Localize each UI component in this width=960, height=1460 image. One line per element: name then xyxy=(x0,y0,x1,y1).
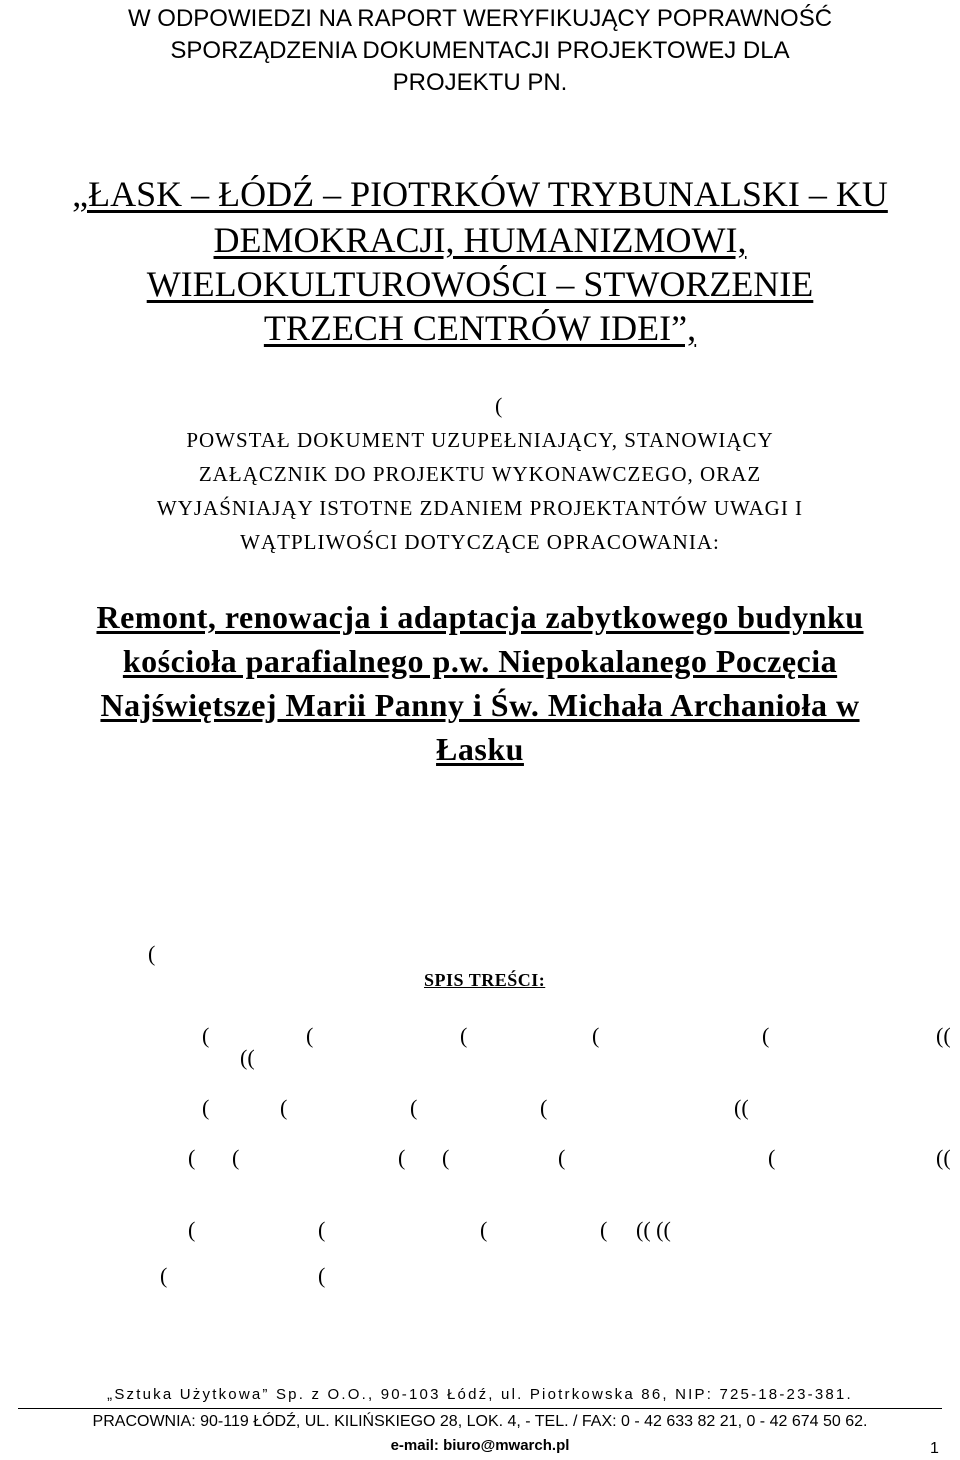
footer-email: e-mail: biuro@mwarch.pl xyxy=(390,1437,570,1454)
toc-fragment: ( xyxy=(188,1145,196,1170)
toc-fragment: ( xyxy=(398,1145,406,1170)
footer-studio: PRACOWNIA: 90-119 ŁÓDŹ, UL. KILIŃSKIEGO 28, LOK. 4, - TEL. / FAX: 0 - 42 633 82 21, 0 - 42 674 50 62. xyxy=(92,1413,868,1430)
footer-divider xyxy=(18,1408,942,1409)
footer-company: „Sztuka Użytkowa” Sp. z O.O., 90-103 Łódź, ul. Piotrkowska 86, NIP: 725-18-23-381. xyxy=(107,1386,853,1403)
toc-fragment: ( xyxy=(306,1023,314,1048)
intro-line-1: POWSTAŁ DOKUMENT UZUPEŁNIAJĄCY, STANOWIĄCY xyxy=(186,428,774,452)
toc-fragment: ( xyxy=(318,1217,326,1242)
toc-fragment: (( (( xyxy=(636,1217,671,1242)
project-title-line-3: WIELOKULTUROWOŚCI – STWORZENIE xyxy=(146,264,814,304)
toc-fragment: ( xyxy=(318,1263,326,1288)
toc-fragment: (( xyxy=(936,1023,951,1048)
toc-fragment: ( xyxy=(280,1095,288,1120)
toc-fragment: ( xyxy=(592,1023,600,1048)
intro-line-4: WĄTPLIWOŚCI DOTYCZĄCE OPRACOWANIA: xyxy=(240,530,720,554)
toc-marker: ( xyxy=(148,941,156,966)
project-title-line-2: DEMOKRACJI, HUMANIZMOWI, xyxy=(213,220,747,260)
header-line-1: W ODPOWIEDZI NA RAPORT WERYFIKUJĄCY POPRAWNOŚĆ xyxy=(127,5,833,32)
subject-line-3: Najświętszej Marii Panny i Św. Michała Archanioła w xyxy=(100,687,860,723)
toc-fragment: ( xyxy=(202,1023,210,1048)
toc-fragment: (( xyxy=(734,1095,749,1120)
toc-fragment: ( xyxy=(540,1095,548,1120)
project-title-line-1: „ŁASK – ŁÓDŹ – PIOTRKÓW TRYBUNALSKI – KU xyxy=(72,174,888,214)
toc-fragment: ( xyxy=(202,1095,210,1120)
toc-heading: SPIS TREŚCI: xyxy=(424,970,546,990)
toc-fragment: ( xyxy=(768,1145,776,1170)
header-line-2: SPORZĄDZENIA DOKUMENTACJI PROJEKTOWEJ DLA xyxy=(170,37,790,64)
header-line-3: PROJEKTU PN. xyxy=(392,69,568,96)
toc-fragment: ( xyxy=(410,1095,418,1120)
subject-line-4: Łasku xyxy=(436,731,524,767)
toc-fragment: ( xyxy=(460,1023,468,1048)
toc-fragment: ( xyxy=(558,1145,566,1170)
toc-fragment: (( xyxy=(936,1145,951,1170)
toc-fragment: ( xyxy=(232,1145,240,1170)
page-number: 1 xyxy=(930,1440,939,1457)
intro-line-2: ZAŁĄCZNIK DO PROJEKTU WYKONAWCZEGO, ORAZ xyxy=(198,462,762,486)
toc-fragment: ( xyxy=(442,1145,450,1170)
subject-line-2: kościoła parafialnego p.w. Niepokalanego Poczęcia xyxy=(122,643,838,679)
subject-line-1: Remont, renowacja i adaptacja zabytkowego budynku xyxy=(96,599,864,635)
toc-fragment: (( xyxy=(240,1045,255,1070)
intro-marker: ( xyxy=(495,393,503,418)
project-title-line-4: TRZECH CENTRÓW IDEI”, xyxy=(263,308,697,348)
toc-fragment: ( xyxy=(762,1023,770,1048)
toc-fragment: ( xyxy=(480,1217,488,1242)
intro-line-3: WYJAŚNIAJĄY ISTOTNE ZDANIEM PROJEKTANTÓW UWAGI I xyxy=(156,496,804,520)
toc-fragment: ( xyxy=(160,1263,168,1288)
toc-fragment: ( xyxy=(188,1217,196,1242)
toc-fragment: ( xyxy=(600,1217,608,1242)
